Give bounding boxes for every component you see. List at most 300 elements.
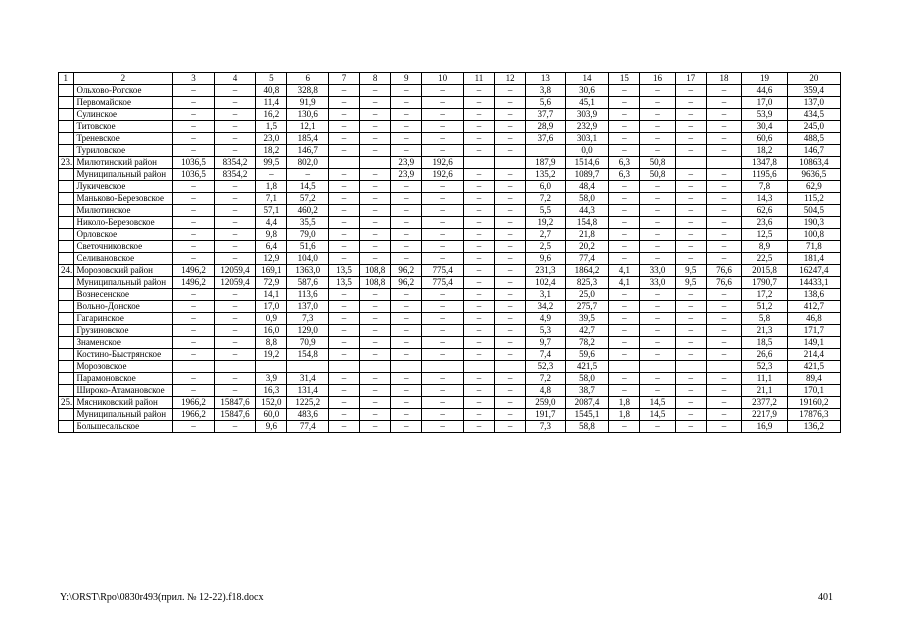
table-row [59,217,841,229]
table-cell: – [463,97,494,109]
table-cell [256,361,287,373]
table-cell: – [360,325,391,337]
row-number-cell: 24. [59,265,74,277]
table-cell: – [463,133,494,145]
row-name-cell: Туриловское [73,145,173,157]
table-cell: – [360,289,391,301]
table-cell: – [173,121,215,133]
table-cell: – [328,205,359,217]
table-cell: 359,4 [787,85,840,97]
table-cell: 9,6 [256,421,287,433]
table-cell: 1036,5 [173,157,215,169]
table-cell: – [391,229,422,241]
row-name-cell: Муниципальный район [73,277,173,289]
table-cell: 9,6 [526,253,565,265]
table-cell: 11,1 [742,373,788,385]
table-cell: – [495,205,526,217]
table-cell: – [391,121,422,133]
table-cell: – [422,337,464,349]
table-cell: – [214,109,256,121]
table-cell: 21,1 [742,385,788,397]
table-cell: – [706,373,741,385]
table-cell: – [640,301,675,313]
table-cell: – [328,133,359,145]
table-cell: – [495,301,526,313]
table-cell: 9,7 [526,337,565,349]
table-cell: – [173,85,215,97]
table-cell [328,157,359,169]
table-cell: 17,0 [742,97,788,109]
table-cell: – [328,181,359,193]
table-cell: – [463,397,494,409]
table-cell: 1545,1 [565,409,609,421]
table-cell: – [391,313,422,325]
table-cell: 13,5 [328,265,359,277]
table-cell: 259,0 [526,397,565,409]
table-cell: – [609,181,640,193]
table-cell: 104,0 [287,253,329,265]
row-name-cell: Милютинское [73,205,173,217]
table-cell: 60,0 [256,409,287,421]
table-cell: – [391,325,422,337]
table-cell: 71,8 [787,241,840,253]
table-cell: – [328,421,359,433]
row-name-cell: Титовское [73,121,173,133]
table-cell: – [640,337,675,349]
table-cell: 488,5 [787,133,840,145]
table-cell: – [173,145,215,157]
table-cell: 102,4 [526,277,565,289]
table-cell: – [706,325,741,337]
table-cell: – [706,349,741,361]
table-cell: 2217,9 [742,409,788,421]
table-cell: – [675,229,706,241]
table-cell: – [391,337,422,349]
table-cell: – [463,229,494,241]
table-cell: – [609,349,640,361]
column-header: 8 [360,73,391,85]
table-cell: 28,9 [526,121,565,133]
table-cell: 25,0 [565,289,609,301]
table-cell: – [328,385,359,397]
table-cell: – [422,217,464,229]
table-cell: – [640,181,675,193]
table-row [59,145,841,157]
table-cell: – [640,145,675,157]
table-cell: 231,3 [526,265,565,277]
table-cell: – [609,325,640,337]
table-cell: – [495,313,526,325]
table-cell: – [422,241,464,253]
row-number-cell [59,85,74,97]
table-cell: – [214,349,256,361]
table-cell: 232,9 [565,121,609,133]
table-cell: 191,7 [526,409,565,421]
row-number-cell [59,205,74,217]
table-cell: 40,8 [256,85,287,97]
table-row [59,409,841,421]
table-cell: – [640,421,675,433]
table-cell: – [422,385,464,397]
table-cell: – [173,385,215,397]
row-number-cell [59,289,74,301]
table-cell: 0,9 [256,313,287,325]
table-cell: – [609,85,640,97]
row-name-cell: Треневское [73,133,173,145]
table-cell: 23,9 [391,169,422,181]
row-number-cell [59,253,74,265]
table-cell [495,361,526,373]
table-cell: – [422,289,464,301]
row-name-cell: Парамоновское [73,373,173,385]
row-number-cell: 23. [59,157,74,169]
table-cell: 35,5 [287,217,329,229]
table-cell: – [173,421,215,433]
table-cell: 137,0 [787,97,840,109]
column-header: 10 [422,73,464,85]
table-cell: – [675,85,706,97]
table-cell: 129,0 [287,325,329,337]
row-name-cell: Морозовское [73,361,173,373]
table-cell: – [495,229,526,241]
row-name-cell: Костино-Быстрянское [73,349,173,361]
table-cell: 0,0 [565,145,609,157]
table-cell: – [495,421,526,433]
table-cell: 1089,7 [565,169,609,181]
table-cell: – [640,229,675,241]
row-name-cell: Орловское [73,229,173,241]
table-cell: – [360,133,391,145]
row-name-cell: Селивановское [73,253,173,265]
table-cell: – [463,253,494,265]
table-cell: – [609,373,640,385]
table-cell: 18,2 [742,145,788,157]
table-row [59,181,841,193]
table-cell: – [609,109,640,121]
table-cell: 1,8 [609,397,640,409]
table-cell: – [173,133,215,145]
column-header: 7 [328,73,359,85]
table-cell: – [391,109,422,121]
table-cell: – [463,205,494,217]
table-cell: – [256,169,287,181]
table-cell: 192,6 [422,169,464,181]
table-cell: 7,2 [526,373,565,385]
row-number-cell [59,229,74,241]
table-cell: 76,6 [706,265,741,277]
table-cell: – [173,325,215,337]
table-cell: 8,9 [742,241,788,253]
column-header: 2 [73,73,173,85]
table-cell: – [422,349,464,361]
table-cell: – [360,385,391,397]
table-cell: 303,1 [565,133,609,145]
table-cell: – [173,349,215,361]
table-cell: – [463,169,494,181]
table-row [59,289,841,301]
table-cell: – [422,109,464,121]
table-cell: 23,6 [742,217,788,229]
table-cell: 62,9 [787,181,840,193]
table-row [59,97,841,109]
table-cell: 8354,2 [214,169,256,181]
table-cell: – [391,421,422,433]
table-cell [328,361,359,373]
table-row [59,253,841,265]
page-number: 401 [818,592,833,603]
table-cell: – [360,241,391,253]
table-cell: 245,0 [787,121,840,133]
table-cell: – [328,349,359,361]
table-cell: 34,2 [526,301,565,313]
table-cell: 14,3 [742,193,788,205]
table-cell: – [422,145,464,157]
table-cell: 100,8 [787,229,840,241]
table-cell: – [328,121,359,133]
table-cell: – [706,421,741,433]
row-name-cell: Знаменское [73,337,173,349]
table-cell: 775,4 [422,265,464,277]
table-cell: 19,2 [256,349,287,361]
table-cell: – [328,229,359,241]
table-cell: – [495,241,526,253]
table-cell: – [495,109,526,121]
table-cell: 1347,8 [742,157,788,169]
column-header: 18 [706,73,741,85]
table-cell: 5,6 [526,97,565,109]
table-cell: – [675,385,706,397]
column-header: 20 [787,73,840,85]
table-cell: – [391,241,422,253]
data-table [58,72,841,433]
table-cell [640,361,675,373]
row-name-cell: Милютинский район [73,157,173,169]
table-cell: – [609,241,640,253]
table-cell: 1363,0 [287,265,329,277]
table-cell: 9,5 [675,265,706,277]
table-cell: – [640,349,675,361]
table-cell: – [360,169,391,181]
table-cell: 1496,2 [173,265,215,277]
table-row [59,313,841,325]
table-cell: 23,0 [256,133,287,145]
table-cell: – [463,241,494,253]
table-cell: 76,6 [706,277,741,289]
table-cell: 17,2 [742,289,788,301]
table-cell: – [640,241,675,253]
table-cell: – [495,217,526,229]
table-cell: – [495,349,526,361]
table-cell: – [675,325,706,337]
table-cell: 2015,8 [742,265,788,277]
table-cell: – [214,97,256,109]
table-cell: – [706,205,741,217]
table-cell: 802,0 [287,157,329,169]
table-cell: – [214,337,256,349]
table-row [59,301,841,313]
table-cell: 14433,1 [787,277,840,289]
table-cell: – [495,325,526,337]
table-cell: 12,5 [742,229,788,241]
table-cell: 1514,6 [565,157,609,169]
table-cell: – [391,193,422,205]
table-cell: 4,9 [526,313,565,325]
table-cell: – [173,205,215,217]
table-cell: 46,8 [787,313,840,325]
column-header: 1 [59,73,74,85]
table-cell: – [360,253,391,265]
row-name-cell: Светочниковское [73,241,173,253]
table-cell: 2,7 [526,229,565,241]
table-cell: 113,6 [287,289,329,301]
table-cell: 79,0 [287,229,329,241]
table-cell: 33,0 [640,265,675,277]
table-cell: 146,7 [287,145,329,157]
table-cell: – [173,373,215,385]
table-row [59,205,841,217]
table-row [59,349,841,361]
table-cell: – [422,181,464,193]
table-cell: – [328,217,359,229]
table-cell: 171,7 [787,325,840,337]
table-cell: 39,5 [565,313,609,325]
table-cell [675,157,706,169]
table-cell: – [706,97,741,109]
table-row [59,325,841,337]
table-cell: – [360,97,391,109]
table-cell: 115,2 [787,193,840,205]
table-cell: 58,0 [565,373,609,385]
table-cell: – [328,373,359,385]
table-cell: 825,3 [565,277,609,289]
table-cell: – [463,385,494,397]
table-cell: 78,2 [565,337,609,349]
row-number-cell [59,421,74,433]
table-row [59,85,841,97]
table-cell: 412,7 [787,301,840,313]
table-cell: – [463,349,494,361]
table-cell: – [422,253,464,265]
table-cell: 23,9 [391,157,422,169]
table-cell: – [640,205,675,217]
row-name-cell: Мясниковский район [73,397,173,409]
table-cell: – [706,85,741,97]
column-header: 6 [287,73,329,85]
table-cell [287,361,329,373]
table-cell: 37,7 [526,109,565,121]
table-header-row [59,73,841,85]
row-number-cell [59,301,74,313]
table-row [59,337,841,349]
table-cell: – [706,229,741,241]
table-cell: 50,8 [640,169,675,181]
table-cell: – [422,193,464,205]
table-cell: 14,1 [256,289,287,301]
table-cell: 58,0 [565,193,609,205]
table-cell: – [214,217,256,229]
table-cell: – [360,217,391,229]
table-cell: – [422,85,464,97]
table-cell: – [495,253,526,265]
table-cell: – [706,217,741,229]
table-cell: 18,5 [742,337,788,349]
table-cell: – [173,109,215,121]
row-number-cell [59,217,74,229]
table-cell: 1966,2 [173,397,215,409]
table-cell: 5,5 [526,205,565,217]
table-cell: – [360,229,391,241]
table-cell: – [391,145,422,157]
table-cell: 15847,6 [214,397,256,409]
table-cell: – [422,409,464,421]
table-cell: – [328,289,359,301]
table-cell: 18,2 [256,145,287,157]
table-cell [422,361,464,373]
table-cell: – [675,217,706,229]
table-cell: 14,5 [287,181,329,193]
row-number-cell [59,337,74,349]
table-cell: – [495,397,526,409]
table-cell: 9,5 [675,277,706,289]
table-cell: – [495,133,526,145]
table-cell: – [360,145,391,157]
table-cell: – [640,109,675,121]
table-cell: 8,8 [256,337,287,349]
row-number-cell [59,325,74,337]
column-header: 11 [463,73,494,85]
table-cell: – [173,181,215,193]
table-cell: – [706,145,741,157]
table-cell: 58,8 [565,421,609,433]
table-cell: – [214,205,256,217]
table-cell: – [328,253,359,265]
table-cell: – [360,313,391,325]
table-cell: – [391,205,422,217]
table-cell: – [360,109,391,121]
table-cell: – [173,241,215,253]
table-cell: – [675,169,706,181]
table-cell: 12,1 [287,121,329,133]
table-cell: 275,7 [565,301,609,313]
table-cell: 6,3 [609,169,640,181]
table-cell: 30,6 [565,85,609,97]
table-cell: – [214,241,256,253]
table-cell: – [675,289,706,301]
table-cell: 99,5 [256,157,287,169]
table-cell: – [609,121,640,133]
table-cell: – [495,169,526,181]
table-cell [391,361,422,373]
table-cell: – [391,289,422,301]
table-cell [706,361,741,373]
table-cell: – [214,145,256,157]
table-cell: 5,8 [742,313,788,325]
table-cell: – [422,421,464,433]
table-cell: – [609,313,640,325]
table-cell: – [360,397,391,409]
row-name-cell: Николо-Березовское [73,217,173,229]
table-cell: – [463,277,494,289]
table-cell: – [173,337,215,349]
table-cell: – [463,193,494,205]
table-cell: 7,4 [526,349,565,361]
table-cell: 13,5 [328,277,359,289]
table-cell: – [328,241,359,253]
table-cell: 70,9 [287,337,329,349]
table-cell: – [640,289,675,301]
table-cell: 4,1 [609,277,640,289]
row-number-cell: 25. [59,397,74,409]
